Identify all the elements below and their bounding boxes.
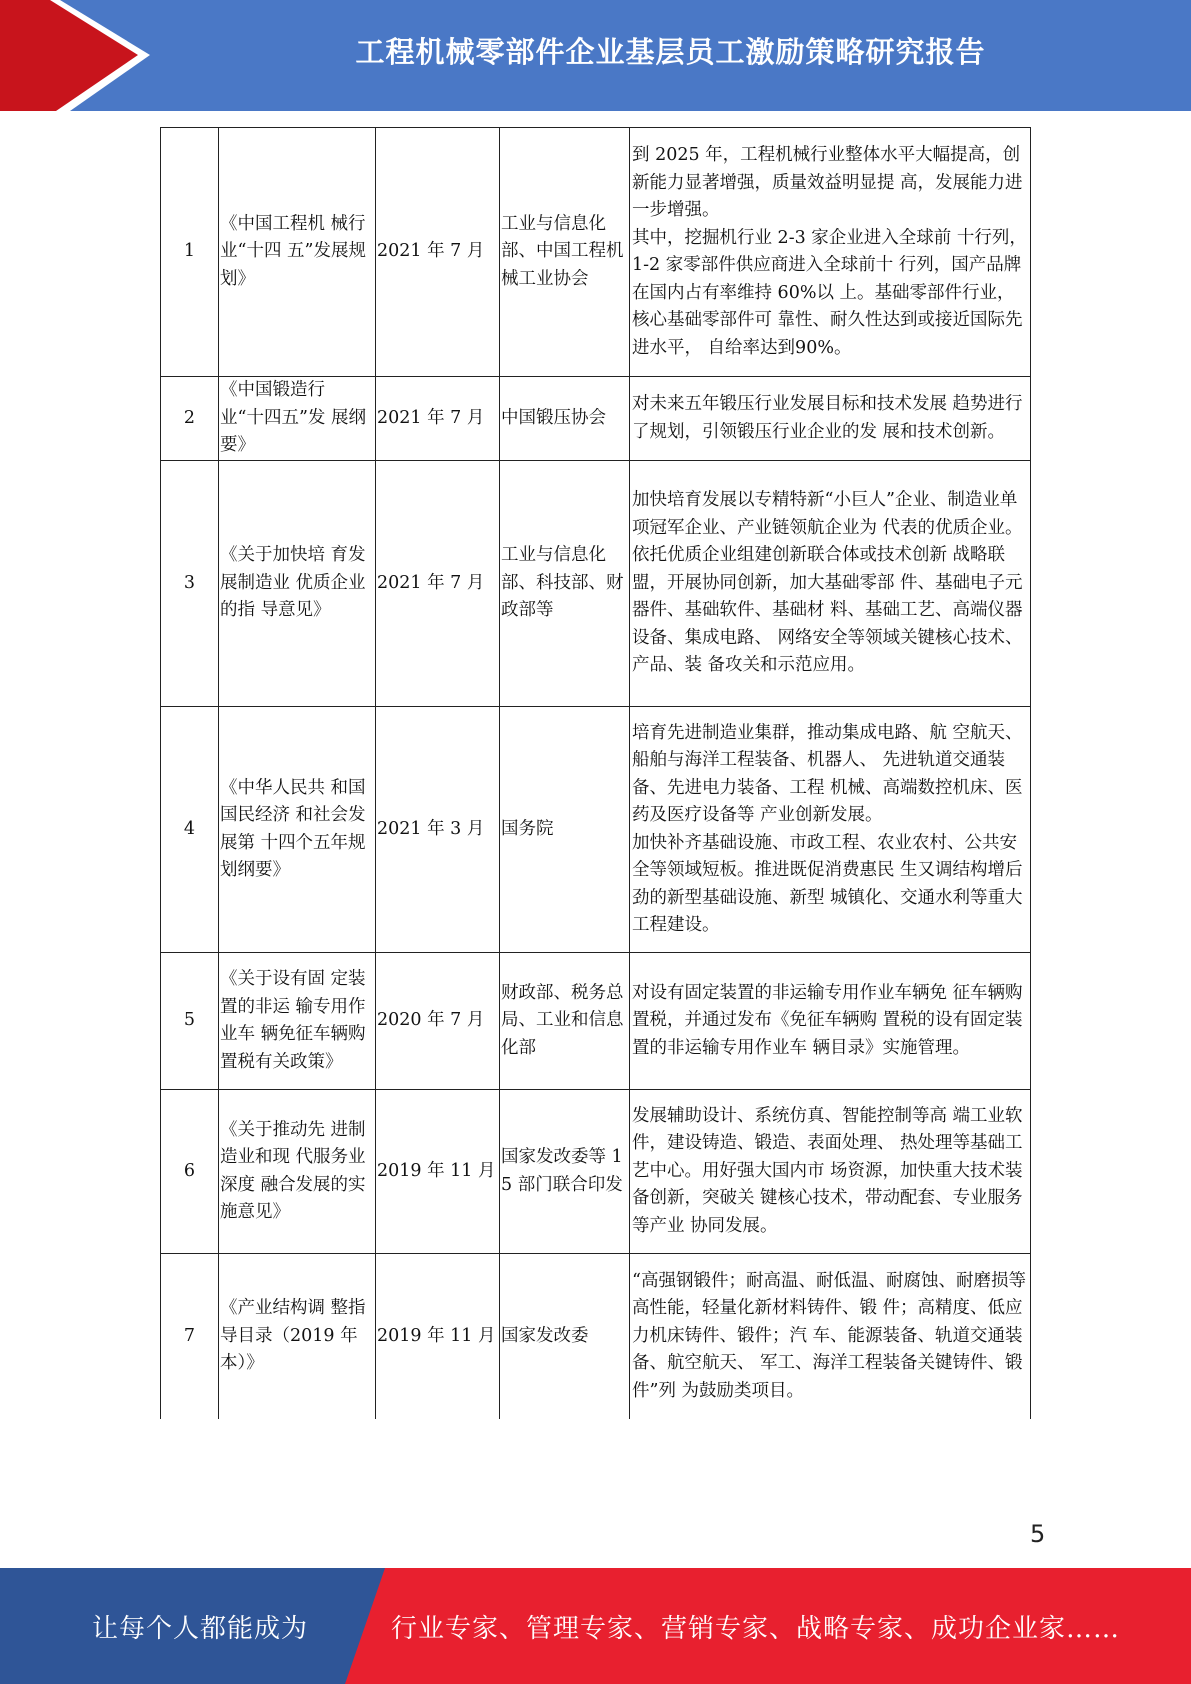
issuer-cell: 财政部、税务总局、工业和信息化部: [500, 953, 630, 1090]
row-number-cell: 7: [161, 1254, 219, 1419]
description-paragraph: 加快补齐基础设施、市政工程、农业农村、公共安全等领域短板。推进既促消费惠民 生又调结构增后劲的新型基础设施、新型 城镇化、交通水利等重大工程建设。: [632, 832, 1023, 935]
issuer-cell: 工业与信息化部、科技部、财政部等: [500, 461, 630, 707]
policy-name-cell: 《关于推动先 进制造业和现 代服务业深度 融合发展的实 施意见》: [219, 1090, 376, 1254]
description-paragraph: 到 2025 年，工程机械行业整体水平大幅提高，创新能力显著增强，质量效益明显提 高，发展能力进一步增强。: [632, 145, 1023, 220]
description-paragraph: 发展辅助设计、系统仿真、智能控制等高 端工业软件，建设铸造、锻造、表面处理、 热处理等基础工艺中心。用好强大国内市 场资源，加快重大技术装备创新，突破关 键核心技术，带动配套、专业服务等产业 协同发展。: [632, 1105, 1023, 1236]
table-row: [161, 1090, 1031, 1254]
header-arrow-decoration: [0, 0, 150, 111]
description-cell: [630, 461, 1031, 707]
table-row: [161, 461, 1031, 707]
description-paragraph: 加快培育发展以专精特新“小巨人”企业、制造业单项冠军企业、产业链领航企业为 代表的优质企业。: [632, 490, 1023, 538]
footer-slogan-right: 行业专家、管理专家、营销专家、战略专家、成功企业家……: [390, 1613, 1120, 1644]
issuer-cell: 国家发改委等 15 部门联合印发: [500, 1090, 630, 1254]
description-cell: [630, 1254, 1031, 1419]
date-cell: 2021 年 7 月: [376, 461, 500, 707]
date-cell: 2021 年 7 月: [376, 377, 500, 461]
row-number-cell: 1: [161, 128, 219, 377]
table-row: [161, 953, 1031, 1090]
header-banner: [0, 0, 1191, 111]
report-title: 工程机械零部件企业基层员工激励策略研究报告: [355, 34, 986, 69]
table-row: [161, 1254, 1031, 1419]
description-cell: [630, 377, 1031, 461]
table-row: [161, 128, 1031, 377]
issuer-cell: 国家发改委: [500, 1254, 630, 1419]
description-cell: [630, 953, 1031, 1090]
date-cell: 2021 年 7 月: [376, 128, 500, 377]
date-cell: 2020 年 7 月: [376, 953, 500, 1090]
row-number-cell: 3: [161, 461, 219, 707]
date-cell: 2019 年 11 月: [376, 1090, 500, 1254]
date-cell: 2019 年 11 月: [376, 1254, 500, 1419]
policy-name-cell: 《产业结构调 整指导目录（2019 年本）》: [219, 1254, 376, 1419]
issuer-cell: 国务院: [500, 707, 630, 953]
description-paragraph: 其中，挖掘机行业 2-3 家企业进入全球前 十行列，1-2 家零部件供应商进入全球前十 行列，国产品牌在国内占有率维持 60%以 上。基础零部件行业，核心基础零部件可 靠性、耐久性达到或接近国际先进水平， 自给率达到90%。: [632, 227, 1027, 358]
description-cell: [630, 128, 1031, 377]
policy-name-cell: 《中国工程机 械行业“十四 五”发展规划》: [219, 128, 376, 377]
footer-slogan-left: 让每个人都能成为: [91, 1613, 308, 1644]
description-paragraph: 对未来五年锻压行业发展目标和技术发展 趋势进行了规划，引领锻压行业企业的发 展和技术创新。: [632, 394, 1023, 442]
description-paragraph: 对设有固定装置的非运输专用作业车辆免 征车辆购置税，并通过发布《免征车辆购 置税的设有固定装置的非运输专用作业车 辆目录》实施管理。: [632, 982, 1023, 1058]
row-number-cell: 4: [161, 707, 219, 953]
description-paragraph: 培育先进制造业集群，推动集成电路、航 空航天、船舶与海洋工程装备、机器人、 先进轨道交通装备、先进电力装备、工程 机械、高端数控机床、医药及医疗设备等 产业创新发展。: [632, 722, 1023, 825]
footer-banner: [0, 1568, 1191, 1684]
row-number-cell: 6: [161, 1090, 219, 1254]
policy-table: [160, 127, 1031, 1419]
policy-name-cell: 《关于加快培 育发展制造业 优质企业的指 导意见》: [219, 461, 376, 707]
policy-name-cell: 《中华人民共 和国国民经济 和社会发展第 十四个五年规 划纲要》: [219, 707, 376, 953]
page-number: 5: [1030, 1520, 1046, 1548]
issuer-cell: 工业与信息化部、中国工程机械工业协会: [500, 128, 630, 377]
row-number-cell: 2: [161, 377, 219, 461]
table-row: [161, 707, 1031, 953]
description-cell: [630, 707, 1031, 953]
date-cell: 2021 年 3 月: [376, 707, 500, 953]
policy-name-cell: 《关于设有固 定装置的非运 输专用作业车 辆免征车辆购 置税有关政策》: [219, 953, 376, 1090]
table-row: [161, 377, 1031, 461]
description-paragraph: 依托优质企业组建创新联合体或技术创新 战略联盟，开展协同创新，加大基础零部 件、基础电子元器件、基础软件、基础材 料、基础工艺、高端仪器设备、集成电路、 网络安全等领域关键核心技术、产品、装 备攻关和示范应用。: [632, 545, 1023, 676]
description-paragraph: “高强钢锻件；耐高温、耐低温、耐腐蚀、耐磨损等高性能，轻量化新材料铸件、锻 件；高精度、低应力机床铸件、锻件；汽 车、能源装备、轨道交通装备、航空航天、 军工、海洋工程装备关键铸件、锻件”列 为鼓励类项目。: [632, 1270, 1026, 1401]
issuer-cell: 中国锻压协会: [500, 377, 630, 461]
description-cell: [630, 1090, 1031, 1254]
row-number-cell: 5: [161, 953, 219, 1090]
policy-name-cell: 《中国锻造行 业“十四五”发 展纲要》: [219, 377, 376, 461]
